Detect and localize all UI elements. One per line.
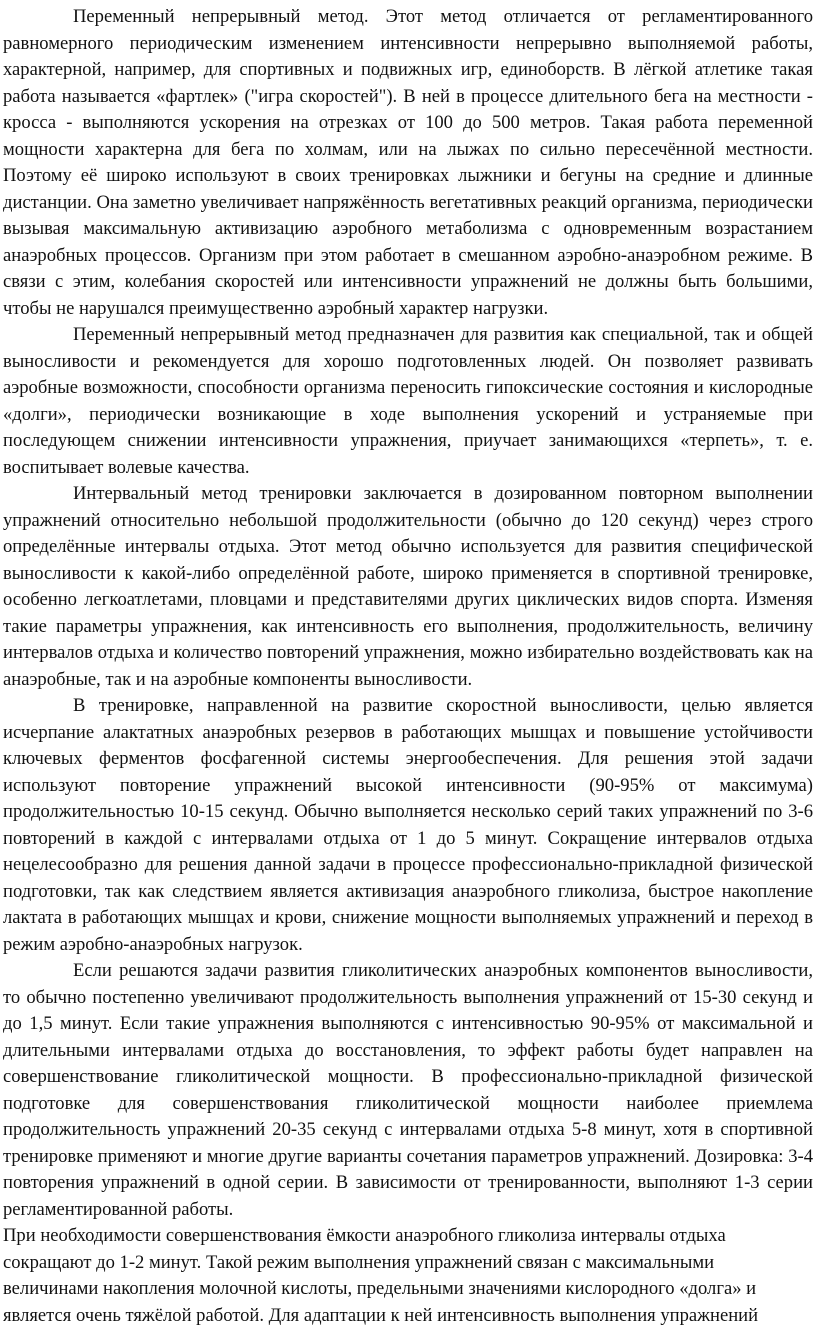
paragraph-speed-endurance: В тренировке, направленной на развитие скоростной выносливости, целью является исчерпание алактатных анаэробных резервов в работающих мышцах и повышение устойчивости ключевых ферментов фосфагенной системы энергообеспечения. Для решения этой задачи используют повторение упражнений высокой интенсивности (90-95% от максимума) продолжительностью 10-15 секунд. Обычно выполняется несколько серий таких упражнений по 3-6 повторений в каждой с интервалами отдыха от 1 до 5 минут. Сокращение интервалов отдыха нецелесообразно для решения данной задачи в процессе профессионально-прикладной физической подготовки, так как следствием является активизация анаэробного гликолиза, быстрое накопление лактата в работающих мышцах и крови, снижение мощности выполняемых упражнений и переход в режим аэробно-анаэробных нагрузок. <box>3 695 813 955</box>
paragraph-variable-method-purpose: Переменный непрерывный метод предназначен для развития как специальной, так и общей выносливости и рекомендуется для хорошо подготовленных людей. Он позволяет развивать аэробные возможности, способности организма переносить гипоксические состояния и кислородные «долги», периодически возникающие в ходе выполнения ускорений и устраняемые при последующем снижении интенсивности упражнения, приучает занимающихся «терпеть», т. е. воспитывает волевые качества. <box>3 324 813 478</box>
paragraph-glycolysis-capacity: При необходимости совершенствования ёмкости анаэробного гликолиза интервалы отдыха сокращают до 1-2 минут. Такой режим выполнения упражнений связан с максимальными величинами накопления молочной кислоты, предельными значениями кислородного «долга» и является очень тяжёлой работой. Для адаптации к ней интенсивность выполнения упражнений <box>3 1225 759 1326</box>
paragraph-glycolytic-components: Если решаются задачи развития гликолитических анаэробных компонентов выносливости, то обычно постепенно увеличивают продолжительность выполнения упражнений от 15-30 секунд и до 1,5 минут. Если такие упражнения выполняются с интенсивностью 90-95% от максимальной и длительными интервалами отдыха до восстановления, то эффект работы будет направлен на совершенствование гликолитической мощности. В профессионально-прикладной физической подготовке для совершенствования гликолитической мощности наиболее приемлема продолжительность упражнений 20-35 секунд с интервалами отдыха 5-8 минут, хотя в спортивной тренировке применяют и многие другие варианты сочетания параметров упражнений. Дозировка: 3-4 повторения упражнений в одной серии. В зависимости от тренированности, выполняют 1-3 серии регламентированной работы. <box>3 960 813 1220</box>
paragraph-variable-continuous-method: Переменный непрерывный метод. Этот метод отличается от регламентированного равномерного периодическим изменением интенсивности непрерывно выполняемой работы, характерной, например, для спортивных и подвижных игр, единоборств. В лёгкой атлетике такая работа называется «фартлек» ("игра скоростей"). В ней в процессе длительного бега на местности - кросса - выполняются ускорения на отрезках от 100 до 500 метров. Такая работа переменной мощности характерна для бега по холмам, или на лыжах по сильно пересечённой местности. Поэтому её широко используют в своих тренировках лыжники и бегуны на средние и длинные дистанции. Она заметно увеличивает напряжённость вегетативных реакций организма, периодически вызывая максимальную активизацию аэробного метаболизма с одновременным возрастанием анаэробных процессов. Организм при этом работает в смешанном аэробно-анаэробном режиме. В связи с этим, колебания скоростей или интенсивности упражнений не должны быть большими, чтобы не нарушался преимущественно аэробный характер нагрузки. <box>3 6 813 319</box>
paragraph-interval-method: Интервальный метод тренировки заключается в дозированном повторном выполнении упражнений относительно небольшой продолжительности (обычно до 120 секунд) через строго определённые интервалы отдыха. Этот метод обычно используется для развития специфической выносливости к какой-либо определённой работе, широко применяется в спортивной тренировке, особенно легкоатлетами, пловцами и представителями других циклических видов спорта. Изменяя такие параметры упражнения, как интенсивность его выполнения, продолжительность, величину интервалов отдыха и количество повторений упражнения, можно избирательно воздействовать как на анаэробные, так и на аэробные компоненты выносливости. <box>3 483 813 690</box>
